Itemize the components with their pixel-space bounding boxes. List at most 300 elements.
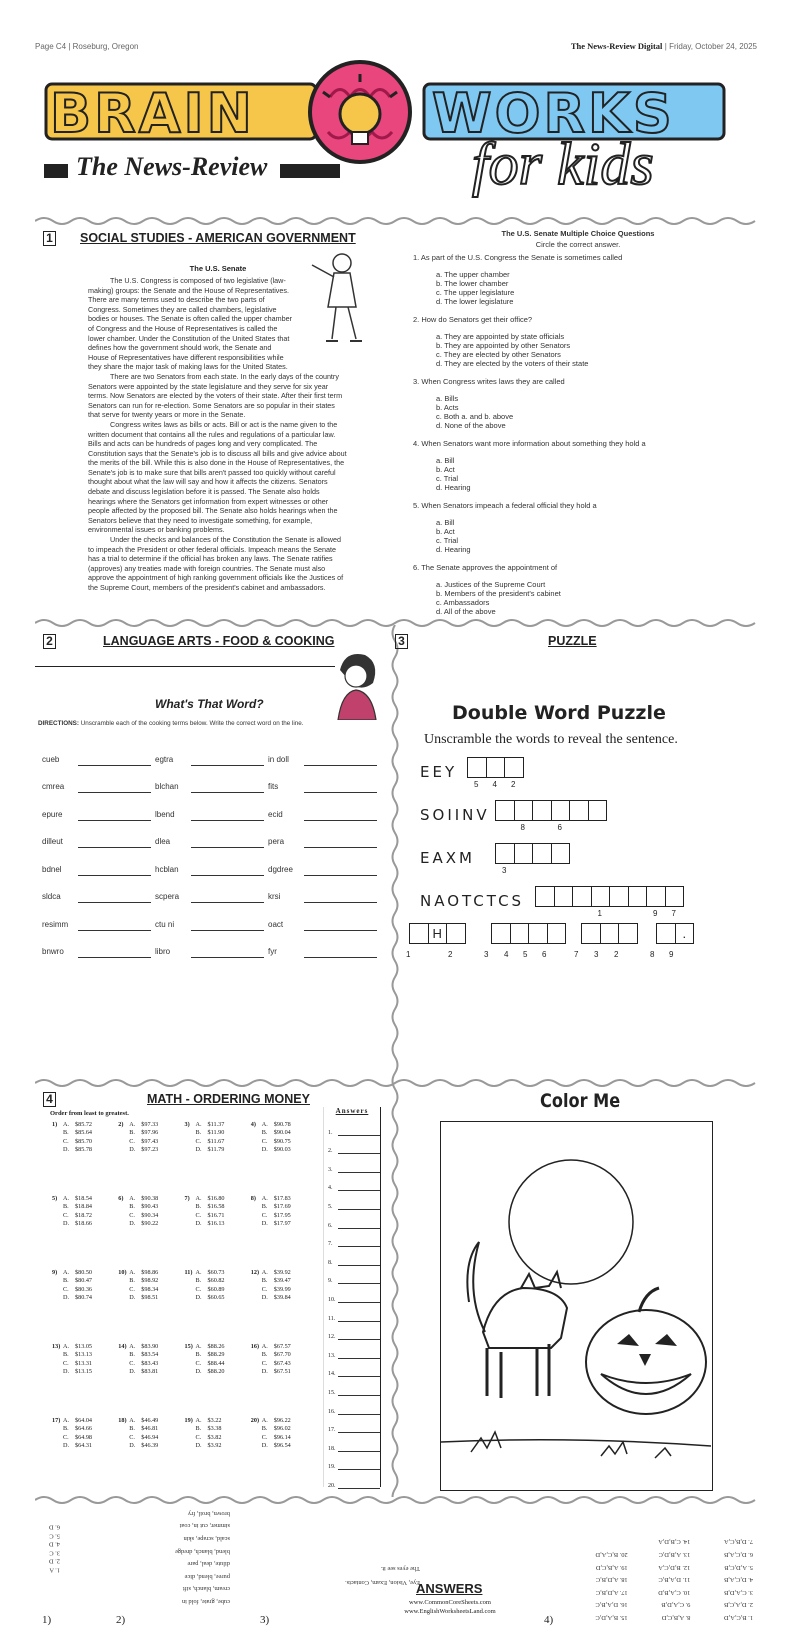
article-body (88, 276, 348, 593)
scrambled-word: bnwro (42, 947, 64, 956)
money-grid (52, 1121, 317, 1491)
pumpkin-icon (586, 1288, 706, 1414)
money-option (118, 1203, 184, 1211)
answer-blank[interactable] (78, 891, 151, 903)
answer-blank[interactable] (78, 809, 151, 821)
money-value: $83.54 (141, 1351, 159, 1359)
article-title: The U.S. Senate (189, 264, 247, 273)
answer-key-line: 18. A,D,B,C (595, 1576, 628, 1584)
letter-box[interactable] (486, 757, 506, 778)
money-option (52, 1121, 118, 1129)
money-value: $3.22 (207, 1417, 222, 1424)
letter-box[interactable] (591, 886, 611, 907)
question-text: 6. The Senate approves the appointment of (413, 563, 558, 572)
answer-option[interactable]: c. They are elected by other Senators (436, 350, 561, 359)
answer-blank[interactable] (191, 781, 264, 793)
money-value: $97.23 (141, 1146, 159, 1154)
answer-line[interactable] (328, 1191, 380, 1210)
sentence-box[interactable] (547, 923, 567, 944)
letter-box[interactable] (551, 843, 571, 864)
answer-number: 6. (328, 1222, 333, 1229)
answer-number: 5. (328, 1203, 333, 1210)
money-value: $39.84 (273, 1294, 291, 1302)
answer-blank[interactable] (338, 1321, 380, 1322)
answer-line[interactable] (328, 1377, 380, 1396)
money-row (52, 1343, 317, 1417)
answer-blank[interactable] (191, 754, 264, 766)
money-option (251, 1129, 317, 1137)
money-value: $17.69 (273, 1203, 291, 1211)
answer-blank[interactable] (338, 1469, 380, 1470)
letter-box[interactable] (628, 886, 648, 907)
money-value: $88.44 (207, 1359, 225, 1367)
scramble-row (42, 931, 382, 959)
option-letter: C. (195, 1433, 202, 1441)
answer-key-1 (40, 1522, 60, 1574)
option-letter: D. (261, 1146, 268, 1154)
answer-option[interactable]: c. Trial (436, 536, 459, 545)
answer-blank[interactable] (304, 919, 377, 931)
money-option (52, 1203, 118, 1211)
answer-key-4 (565, 1506, 753, 1621)
answer-number: 9. (328, 1278, 333, 1285)
answer-blank[interactable] (338, 1302, 380, 1303)
money-problem (118, 1195, 184, 1269)
money-option (251, 1286, 317, 1294)
answer-option[interactable]: b. They are appointed by other Senators (436, 341, 571, 350)
sentence-box[interactable] (428, 923, 448, 944)
answer-option[interactable]: d. The lower legislature (436, 297, 514, 306)
answer-blank[interactable] (338, 1339, 380, 1340)
answer-line[interactable] (328, 1303, 380, 1322)
scramble-grid (42, 738, 382, 958)
puzzle-instruction: Unscramble the words to reveal the sentence. (424, 732, 678, 747)
answer-option[interactable]: c. The upper legislature (436, 288, 515, 297)
answer-option[interactable]: a. Bill (436, 456, 455, 465)
letter-box[interactable] (514, 800, 534, 821)
option-letter: D. (261, 1368, 268, 1376)
answer-option[interactable]: b. Members of the president's cabinet (436, 589, 561, 598)
money-option (52, 1277, 118, 1285)
money-option (251, 1195, 317, 1203)
answer-blank[interactable] (338, 1451, 380, 1452)
sentence-number: 4 (504, 950, 509, 959)
answer-option[interactable]: c. Both a. and b. above (436, 412, 514, 421)
money-value: $64.66 (75, 1425, 93, 1433)
scramble-row (42, 876, 382, 904)
option-letter: C. (129, 1433, 135, 1441)
answer-option[interactable]: a. They are appointed by state officials (436, 332, 565, 341)
sentence-box[interactable] (600, 923, 620, 944)
answer-blank[interactable] (78, 864, 151, 876)
answer-key-line: scald, scrape, skin (183, 1534, 230, 1542)
money-value: $16.58 (207, 1203, 225, 1211)
money-problem (52, 1417, 118, 1491)
money-option (52, 1212, 118, 1220)
answer-blank[interactable] (191, 809, 264, 821)
money-problem (251, 1121, 317, 1195)
answer-blank[interactable] (191, 864, 264, 876)
answer-boxes (536, 886, 684, 907)
letter-box[interactable] (495, 800, 515, 821)
article-paragraph: Congress writes laws as bills or acts. Bill or act is the name given to the written document that contains all the rules and regulations of a particular law. Bills and acts can be hundreds of pages long and very complicated. The Constitution says that the Senate's job is to discuss all bills and give advice about the merits of the bill. While this is also done in the House of Representatives, the Senate's job is to make sure that bills aren't passed too quickly without careful thought about what the law will say and how it affects the citizens. Senators debate and discuss legislation before it is passed. The Senate also holds hearings where the Senators get information from expert witnesses or other people affected by the proposed bill. The Senate also holds hearings when the Senators believe that they need to investigate something, for example, environmental issues or banking problems. (88, 419, 347, 535)
option-letter: D. (129, 1294, 136, 1302)
answer-blank[interactable] (338, 1414, 380, 1415)
answer-blank[interactable] (338, 1283, 380, 1284)
answer-option[interactable]: b. Act (436, 527, 455, 536)
answer-number: 19. (328, 1464, 336, 1471)
money-value: $46.49 (141, 1417, 159, 1424)
option-letter: B. (261, 1277, 268, 1285)
answers-site-1[interactable]: www.CommonCoreSheets.com (409, 1599, 491, 1606)
quiz-title: The U.S. Senate Multiple Choice Questions (501, 229, 655, 238)
money-option (185, 1368, 251, 1376)
option-letter: C. (195, 1285, 202, 1293)
problem-number: 6) (118, 1195, 124, 1202)
quiz-question (413, 377, 743, 430)
answer-line[interactable] (328, 1340, 380, 1359)
answer-blank[interactable] (78, 754, 151, 766)
sentence-number: 1 (406, 950, 411, 959)
scrambled-word: epure (42, 809, 63, 819)
scramble-row (42, 821, 382, 849)
money-value: $90.34 (141, 1211, 159, 1219)
money-option (185, 1417, 251, 1425)
answer-blank[interactable] (338, 1172, 380, 1173)
option-letter: B. (63, 1129, 69, 1137)
letter-box[interactable] (551, 800, 571, 821)
section2-rule (35, 666, 335, 667)
money-option (118, 1343, 184, 1351)
answer-key-line: 6. D,C,A,B (724, 1551, 753, 1559)
money-option (251, 1138, 317, 1146)
answer-blank[interactable] (338, 1209, 380, 1210)
option-letter: A. (63, 1417, 70, 1424)
money-option (185, 1351, 251, 1359)
answer-blank[interactable] (338, 1376, 380, 1377)
letter-box[interactable] (554, 886, 574, 907)
sentence-box[interactable] (510, 923, 530, 944)
scrambled-word: krsi (268, 892, 281, 901)
option-letter: A. (63, 1195, 70, 1202)
option-letter: B. (63, 1203, 69, 1211)
puzzle-words (420, 763, 760, 935)
brain-logo-icon (310, 62, 410, 162)
answer-option[interactable]: b. Acts (436, 403, 459, 412)
answer-blank[interactable] (304, 754, 377, 766)
answer-number: 3. (328, 1166, 333, 1173)
divider-vertical (390, 625, 400, 1497)
answer-blank[interactable] (78, 919, 151, 931)
sentence-box[interactable] (491, 923, 511, 944)
answer-option[interactable]: b. Act (436, 465, 455, 474)
option-letter: D. (195, 1146, 202, 1154)
sentence-box[interactable] (528, 923, 548, 944)
answer-option[interactable]: c. Ambassadors (436, 598, 490, 607)
option-letter: C. (261, 1211, 268, 1219)
answer-key-line: dilute, deal, pare (187, 1559, 230, 1567)
option-letter: B. (129, 1425, 135, 1433)
quiz-question (413, 253, 743, 306)
letter-box[interactable] (514, 843, 534, 864)
problem-number: 19) (184, 1417, 193, 1424)
answer-blank[interactable] (304, 836, 377, 848)
letter-box[interactable] (665, 886, 685, 907)
answer-option[interactable]: a. The upper chamber (436, 270, 510, 279)
money-value: $3.82 (207, 1433, 222, 1441)
sentence-box[interactable] (618, 923, 638, 944)
problem-number: 11) (184, 1269, 193, 1276)
money-problem (185, 1269, 251, 1343)
money-value: $11.90 (207, 1129, 225, 1137)
option-letter: C. (129, 1285, 135, 1293)
answer-blank[interactable] (304, 781, 377, 793)
answer-line[interactable] (328, 1210, 380, 1229)
answer-line[interactable] (328, 1415, 380, 1434)
answer-blank[interactable] (78, 946, 151, 958)
answer-line[interactable] (328, 1136, 380, 1155)
letter-box[interactable] (646, 886, 666, 907)
money-value: $11.37 (207, 1121, 225, 1128)
answer-number: 1. (328, 1129, 333, 1136)
money-option (185, 1146, 251, 1154)
section1-number: 1 (43, 231, 56, 246)
option-letter: B. (195, 1203, 202, 1211)
answer-blank[interactable] (304, 864, 377, 876)
masthead-brain: BRAIN (50, 82, 255, 145)
scrambled-word: oact (268, 919, 284, 929)
problem-number: 12) (250, 1269, 259, 1276)
answer-key-line: 16. D,A,B,C (595, 1601, 628, 1609)
answer-blank[interactable] (191, 946, 264, 958)
letter-box[interactable] (532, 800, 552, 821)
sentence-box[interactable] (409, 923, 429, 944)
quiz-instruction: Circle the correct answer. (535, 240, 621, 249)
option-letter: A. (261, 1417, 268, 1424)
money-value: $39.92 (273, 1269, 291, 1276)
money-value: $83.90 (141, 1343, 159, 1350)
answer-number: 17. (328, 1427, 336, 1434)
problem-number: 7) (184, 1195, 190, 1202)
answer-blank[interactable] (304, 809, 377, 821)
letter-box[interactable] (572, 886, 592, 907)
option-letter: B. (261, 1129, 268, 1137)
letter-box[interactable] (495, 843, 515, 864)
money-option (52, 1138, 118, 1146)
section2-number: 2 (43, 634, 56, 649)
answer-key-line: puree, blend, dice (184, 1572, 230, 1580)
halloween-scene-art (441, 1122, 711, 1488)
answer-line[interactable] (328, 1322, 380, 1341)
answer-option[interactable]: d. All of the above (436, 607, 496, 616)
scrambled-word: egtra (155, 754, 174, 764)
scrambled-word: blchan (155, 782, 179, 791)
scrambled-word: dlea (155, 837, 171, 846)
answer-option[interactable]: d. They are elected by the voters of their state (436, 359, 589, 368)
option-letter: A. (129, 1121, 136, 1128)
answer-line[interactable] (328, 1173, 380, 1192)
quiz-question (413, 501, 743, 554)
money-option (52, 1269, 118, 1277)
answer-blank[interactable] (338, 1395, 380, 1396)
sentence-box[interactable] (675, 923, 695, 944)
scrambled-word: hcblan (155, 864, 179, 874)
option-letter: C. (195, 1211, 202, 1219)
option-letter: C. (63, 1433, 69, 1441)
sentence-box[interactable] (656, 923, 676, 944)
answer-blank[interactable] (304, 946, 377, 958)
answer-line[interactable] (328, 1117, 380, 1136)
money-option (52, 1351, 118, 1359)
option-letter: A. (195, 1195, 202, 1202)
question-text: 5. When Senators impeach a federal official they hold a (413, 501, 597, 510)
answer-blank[interactable] (78, 836, 151, 848)
sentence-number: 3 (484, 950, 489, 959)
answer-option[interactable]: a. Bills (436, 394, 459, 403)
answer-key-3 (310, 1561, 420, 1589)
sentence-box[interactable] (581, 923, 601, 944)
answer-line[interactable] (328, 1266, 380, 1285)
option-letter: A. (63, 1343, 70, 1350)
money-problem (185, 1121, 251, 1195)
answers-site-2[interactable]: www.EnglishWorksheetsLand.com (404, 1608, 496, 1615)
answer-key-line: 7. D,B,C,A (724, 1538, 753, 1546)
scrambled-word: pera (268, 837, 285, 846)
money-value: $60.89 (207, 1285, 225, 1293)
money-value: $88.29 (207, 1351, 225, 1359)
answer-blank[interactable] (304, 891, 377, 903)
answer-blank[interactable] (338, 1488, 380, 1489)
money-option (52, 1434, 118, 1442)
letter-box[interactable] (609, 886, 629, 907)
letter-box[interactable] (532, 843, 552, 864)
quiz-question (413, 315, 743, 368)
answer-blank[interactable] (338, 1432, 380, 1433)
answer-line[interactable] (328, 1247, 380, 1266)
money-problem (251, 1269, 317, 1343)
quiz-question (413, 563, 743, 616)
answer-option[interactable]: a. Bill (436, 518, 455, 527)
money-problem (118, 1269, 184, 1343)
scrambled-word: ctu ni (155, 919, 175, 929)
answer-label-3: 3) (260, 1614, 270, 1626)
sentence-number: 9 (669, 950, 674, 959)
option-letter: A. (129, 1343, 136, 1350)
money-value: $18.54 (75, 1195, 93, 1202)
answer-blank[interactable] (338, 1358, 380, 1359)
money-value: $83.43 (141, 1359, 159, 1367)
scrambled-word: cmrea (42, 782, 65, 791)
answer-key-line: 5. C (49, 1532, 60, 1540)
money-value: $3.92 (207, 1442, 222, 1450)
money-option (118, 1220, 184, 1228)
money-value: $85.70 (75, 1137, 93, 1145)
answer-blank[interactable] (191, 919, 264, 931)
letter-box[interactable] (588, 800, 608, 821)
option-letter: D. (129, 1220, 136, 1228)
money-problem (52, 1121, 118, 1195)
answer-option[interactable]: d. Hearing (436, 545, 471, 554)
answer-option[interactable]: a. Justices of the Supreme Court (436, 580, 546, 589)
answer-line[interactable] (328, 1229, 380, 1248)
answer-key-line: 19. A,B,C,D (595, 1563, 628, 1571)
letter-box[interactable] (569, 800, 589, 821)
money-option (118, 1286, 184, 1294)
money-value: $98.86 (141, 1269, 159, 1276)
money-value: $64.31 (75, 1442, 93, 1450)
coloring-page (440, 1121, 713, 1491)
answer-option[interactable]: d. None of the above (436, 421, 506, 430)
answer-option[interactable]: d. Hearing (436, 483, 471, 492)
answer-blank[interactable] (78, 781, 151, 793)
answer-option[interactable]: b. The lower chamber (436, 279, 509, 288)
sentence-number: 2 (448, 950, 453, 959)
answer-blank[interactable] (191, 891, 264, 903)
money-problem (118, 1121, 184, 1195)
option-letter: C. (195, 1137, 202, 1145)
answer-option[interactable]: c. Trial (436, 474, 459, 483)
answer-blank[interactable] (338, 1228, 380, 1229)
masthead-paper-name: The News-Review (76, 152, 268, 181)
money-value: $96.22 (273, 1417, 291, 1424)
money-problem (52, 1269, 118, 1343)
money-option (251, 1294, 317, 1302)
answer-key-line: 3. C (49, 1549, 60, 1557)
answer-label-1: 1) (42, 1614, 52, 1626)
option-letter: D. (129, 1442, 136, 1450)
option-letter: C. (63, 1359, 69, 1367)
letter-box[interactable] (467, 757, 487, 778)
scrambled-word: lbend (155, 809, 175, 819)
answer-line[interactable] (328, 1359, 380, 1378)
color-me-title: Color Me (540, 1090, 621, 1112)
money-value: $16.71 (207, 1211, 225, 1219)
puzzle-word-row (420, 806, 760, 849)
money-option (52, 1146, 118, 1154)
answer-line[interactable] (328, 1284, 380, 1303)
money-value: $18.72 (75, 1211, 93, 1219)
money-value: $13.15 (75, 1368, 93, 1376)
answer-line[interactable] (328, 1433, 380, 1452)
money-option (118, 1417, 184, 1425)
scramble-row (42, 848, 382, 876)
answer-key-line: 11. D,A,B,C (658, 1576, 691, 1584)
sentence-box[interactable] (446, 923, 466, 944)
answer-line[interactable] (328, 1396, 380, 1415)
answer-blank[interactable] (338, 1246, 380, 1247)
money-option (118, 1434, 184, 1442)
answer-blank[interactable] (338, 1265, 380, 1266)
money-value: $67.51 (273, 1368, 291, 1376)
answer-line[interactable] (328, 1470, 380, 1489)
letter-box[interactable] (535, 886, 555, 907)
answer-line[interactable] (328, 1154, 380, 1173)
option-letter: C. (129, 1137, 135, 1145)
sentence-number: 5 (523, 950, 528, 959)
answer-blank[interactable] (191, 836, 264, 848)
letter-box[interactable] (504, 757, 524, 778)
answer-blank[interactable] (338, 1190, 380, 1191)
money-option (118, 1195, 184, 1203)
answer-blank[interactable] (338, 1153, 380, 1154)
article-paragraph: Under the checks and balances of the Constitution the Senate is allowed to impeach the President or other federal officials. Impeach means the Senate has a trial to determine if the official has broken any laws. The Senate ratifies (approves) any treaties made with foreign countries. The Senate must also approve the appointment of high ranking government officials like the Justices of the Supreme Court, members of the president's cabinet and ambassadors. (88, 535, 344, 592)
money-option (185, 1138, 251, 1146)
answer-blank[interactable] (338, 1135, 380, 1136)
problem-number: 20) (250, 1417, 259, 1424)
problem-number: 16) (250, 1343, 259, 1350)
answer-line[interactable] (328, 1452, 380, 1471)
option-letter: D. (63, 1146, 70, 1154)
